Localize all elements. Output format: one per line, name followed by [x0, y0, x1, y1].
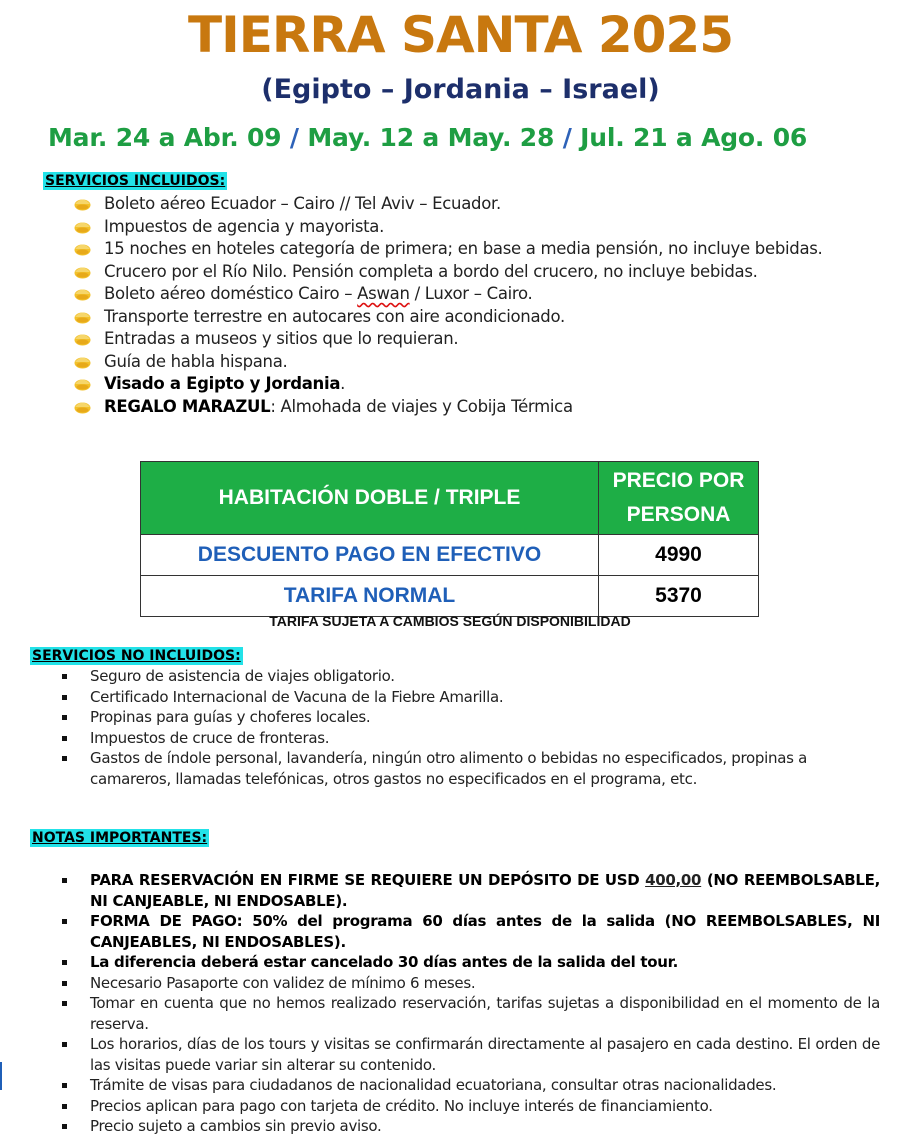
- page-title: TIERRA SANTA 2025: [187, 6, 733, 64]
- list-item: Certificado Internacional de Vacuna de la Fiebre Amarilla.: [60, 687, 890, 708]
- margin-mark: [0, 1062, 2, 1090]
- sun-bullet-icon: [74, 241, 91, 256]
- list-item: Guía de habla hispana.: [74, 351, 854, 374]
- notes-list: [60, 870, 880, 1137]
- table-row: [141, 576, 759, 617]
- departure-dates: [48, 121, 807, 155]
- row-label: TARIFA NORMAL: [141, 576, 599, 617]
- list-item: Impuestos de agencia y mayorista.: [74, 216, 854, 239]
- list-item: Transporte terrestre en autocares con aire acondicionado.: [74, 306, 854, 329]
- list-item: FORMA DE PAGO: 50% del programa 60 días antes de la salida (NO REEMBOLSABLES, NI CANJEABLES, NI ENDOSABLES).: [60, 911, 880, 952]
- row-price: 4990: [599, 535, 759, 576]
- price-table: [140, 461, 759, 617]
- not-included-heading: SERVICIOS NO INCLUIDOS:: [32, 648, 241, 664]
- list-item: Necesario Pasaporte con validez de mínimo 6 meses.: [60, 973, 880, 994]
- sun-bullet-icon: [74, 354, 91, 369]
- list-item: Entradas a museos y sitios que lo requieran.: [74, 328, 854, 351]
- date-range-3: Jul. 21 a Ago. 06: [580, 123, 808, 152]
- list-item: Boleto aéreo Ecuador – Cairo // Tel Aviv – Ecuador.: [74, 193, 854, 216]
- list-item: Gastos de índole personal, lavandería, ningún otro alimento o bebidas no especificados, propinas a camareros, llamadas telefónicas, otros gastos no especificados en el programa, etc.: [60, 748, 890, 789]
- notes-heading: NOTAS IMPORTANTES:: [32, 830, 208, 846]
- list-item: Impuestos de cruce de fronteras.: [60, 728, 890, 749]
- sun-bullet-icon: [74, 399, 91, 414]
- list-item: Visado a Egipto y Jordania.: [74, 373, 854, 396]
- sun-bullet-icon: [74, 376, 91, 391]
- list-item: PARA RESERVACIÓN EN FIRME SE REQUIERE UN DEPÓSITO DE USD 400,00 (NO REEMBOLSABLE, NI CANJEABLE, NI ENDOSABLE).: [60, 870, 880, 911]
- sun-bullet-icon: [74, 331, 91, 346]
- list-item: Trámite de visas para ciudadanos de nacionalidad ecuatoriana, consultar otras nacionalidades.: [60, 1075, 880, 1096]
- list-item: Precio sujeto a cambios sin previo aviso.: [60, 1116, 880, 1137]
- sun-bullet-icon: [74, 196, 91, 211]
- date-separator: /: [289, 123, 299, 152]
- list-item: Tomar en cuenta que no hemos realizado reservación, tarifas sujetas a disponibilidad en el momento de la reserva.: [60, 993, 880, 1034]
- list-item: La diferencia deberá estar cancelado 30 días antes de la salida del tour.: [60, 952, 880, 973]
- sun-bullet-icon: [74, 219, 91, 234]
- sun-bullet-icon: [74, 309, 91, 324]
- date-range-2: May. 12 a May. 28: [307, 123, 555, 152]
- list-item: 15 noches en hoteles categoría de primera; en base a media pensión, no incluye bebidas.: [74, 238, 854, 261]
- list-item: Seguro de asistencia de viajes obligatorio.: [60, 666, 890, 687]
- row-label: DESCUENTO PAGO EN EFECTIVO: [141, 535, 599, 576]
- not-included-list: [60, 666, 890, 789]
- date-separator: /: [562, 123, 572, 152]
- list-item: Precios aplican para pago con tarjeta de crédito. No incluye interés de financiamiento.: [60, 1096, 880, 1117]
- list-item: Propinas para guías y choferes locales.: [60, 707, 890, 728]
- header-price: PRECIO POR PERSONA: [599, 462, 759, 535]
- row-price: 5370: [599, 576, 759, 617]
- list-item: Boleto aéreo doméstico Cairo – Aswan / Luxor – Cairo.: [74, 283, 854, 306]
- price-note: TARIFA SUJETA A CAMBIOS SEGÚN DISPONIBILIDAD: [269, 613, 631, 629]
- list-item: Crucero por el Río Nilo. Pensión completa a bordo del crucero, no incluye bebidas.: [74, 261, 854, 284]
- list-item: REGALO MARAZUL: Almohada de viajes y Cobija Térmica: [74, 396, 854, 419]
- table-header-row: [141, 462, 759, 535]
- sun-bullet-icon: [74, 264, 91, 279]
- page-subtitle: (Egipto – Jordania – Israel): [261, 74, 660, 105]
- table-row: [141, 535, 759, 576]
- date-range-1: Mar. 24 a Abr. 09: [48, 123, 282, 152]
- sun-bullet-icon: [74, 286, 91, 301]
- list-item: Los horarios, días de los tours y visitas se confirmarán directamente al pasajero en cada destino. El orden de las visitas puede variar sin alterar su contenido.: [60, 1034, 880, 1075]
- included-heading: SERVICIOS INCLUIDOS:: [45, 173, 226, 189]
- header-room-type: HABITACIÓN DOBLE / TRIPLE: [141, 462, 599, 535]
- included-list: [74, 193, 854, 418]
